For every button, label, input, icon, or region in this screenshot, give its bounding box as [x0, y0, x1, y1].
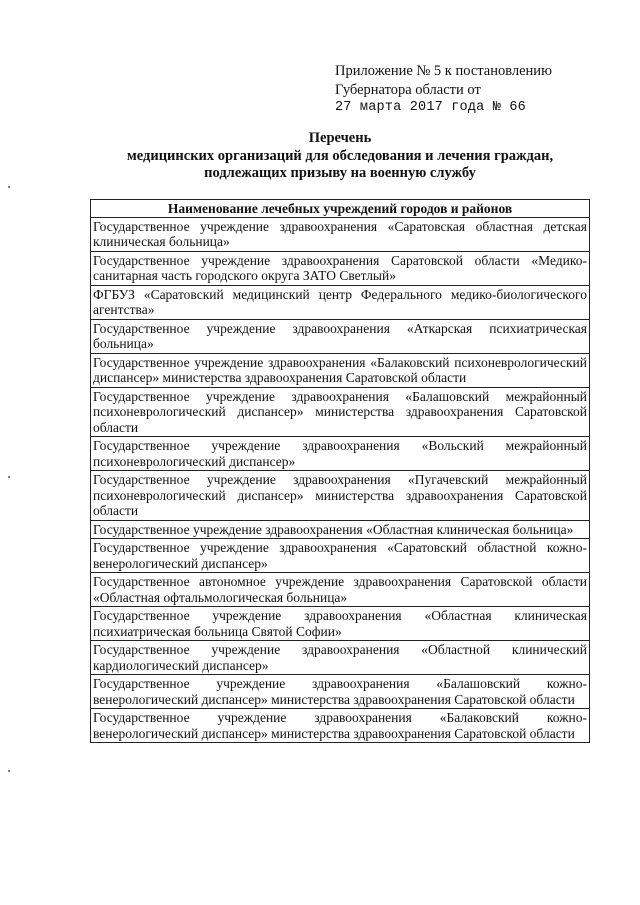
table-cell: Государственное учреждение здравоохранения «Балашовский кожно-венерологический диспансер» министерства здравоохранения Саратовской области	[91, 675, 590, 709]
table-row	[91, 437, 590, 471]
table-row	[91, 217, 590, 251]
table-cell: ФГБУЗ «Саратовский медицинский центр Федерального медико-биологического агентства»	[91, 285, 590, 319]
document-heading	[90, 130, 590, 183]
table-cell: Государственное учреждение здравоохранения «Областная клиническая больница»	[91, 520, 590, 539]
table-row	[91, 641, 590, 675]
institutions-table	[90, 199, 590, 743]
table-cell: Государственное учреждение здравоохранения «Пугачевский межрайонный психоневрологический диспансер» министерства здравоохранения Саратовской области	[91, 471, 590, 521]
appendix-note	[335, 62, 625, 118]
table-cell: Государственное учреждение здравоохранения «Саратовский областной кожно-венерологический диспансер»	[91, 539, 590, 573]
appendix-line-title: Приложение № 5 к постановлению	[335, 63, 552, 79]
table-cell: Государственное учреждение здравоохранения «Областной клинический кардиологический диспансер»	[91, 641, 590, 675]
table-cell: Государственное учреждение здравоохранения «Областная клиническая психиатрическая больница Святой Софии»	[91, 607, 590, 641]
table-cell: Государственное учреждение здравоохранения «Балаковский психоневрологический диспансер» министерства здравоохранения Саратовской области	[91, 353, 590, 387]
table-cell: Государственное учреждение здравоохранения «Балашовский межрайонный психоневрологический диспансер» министерства здравоохранения Саратовской области	[91, 387, 590, 437]
table-cell: Государственное учреждение здравоохранения «Аткарская психиатрическая больница»	[91, 319, 590, 353]
table-header-row	[91, 200, 590, 218]
appendix-line-date: 27 марта 2017 года № 66	[335, 100, 526, 115]
table-row	[91, 251, 590, 285]
table-row	[91, 709, 590, 743]
margin-mark	[8, 476, 10, 478]
heading-title: Перечень	[308, 130, 372, 146]
table-row	[91, 353, 590, 387]
margin-mark	[8, 770, 10, 772]
table-cell: Государственное учреждение здравоохранения «Балаковский кожно-венерологический диспансер» министерства здравоохранения Саратовской области	[91, 709, 590, 743]
heading-subtitle-line1: медицинских организаций для обследования и лечения граждан,	[126, 147, 554, 164]
table-row	[91, 520, 590, 539]
margin-mark	[8, 186, 10, 188]
table-row	[91, 607, 590, 641]
appendix-line-governor: Губернатора области от	[335, 81, 481, 98]
table-cell: Государственное автономное учреждение здравоохранения Саратовской области «Областная офтальмологическая больница»	[91, 573, 590, 607]
table-row	[91, 471, 590, 521]
table-row	[91, 387, 590, 437]
heading-subtitle-line2: подлежащих призыву на военную службу	[204, 165, 476, 181]
table-cell: Государственное учреждение здравоохранения «Вольский межрайонный психоневрологический диспансер»	[91, 437, 590, 471]
table-row	[91, 319, 590, 353]
table-row	[91, 539, 590, 573]
table-cell: Государственное учреждение здравоохранения Саратовской области «Медико-санитарная часть городского округа ЗАТО Светлый»	[91, 251, 590, 285]
table-cell: Государственное учреждение здравоохранения «Саратовская областная детская клиническая больница»	[91, 217, 590, 251]
table-row	[91, 573, 590, 607]
table-row	[91, 285, 590, 319]
table-row	[91, 675, 590, 709]
table-column-header: Наименование лечебных учреждений городов и районов	[91, 200, 590, 218]
